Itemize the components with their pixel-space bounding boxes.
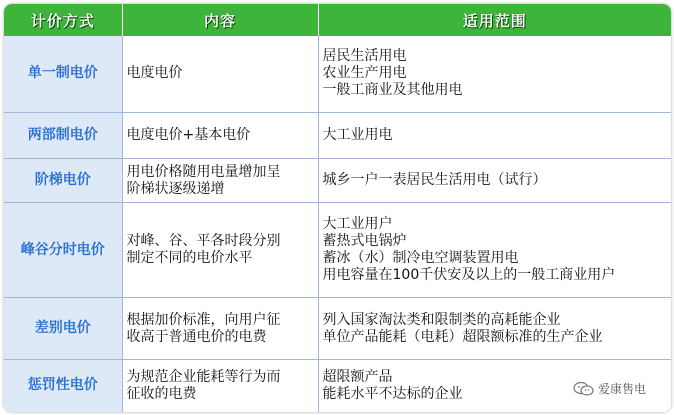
scope-line: 城乡一户一表居民生活用电（试行） — [322, 172, 547, 189]
content-line: 电度电价+基本电价 — [126, 126, 251, 143]
scope-line: 大工业用电 — [322, 126, 393, 143]
content-line: 收高于普通电价的电费 — [126, 328, 267, 345]
scope-line: 农业生产用电 — [322, 65, 407, 82]
content-cell — [122, 36, 318, 112]
scope-line: 蓄冰（水）制冷电空调装置用电 — [322, 250, 519, 267]
scope-cell — [318, 203, 671, 298]
content-line: 阶梯状逐级递增 — [126, 180, 225, 197]
content-cell — [122, 112, 318, 158]
table-row — [4, 203, 671, 298]
content-line: 用电价格随用电量增加呈 — [126, 163, 281, 180]
table-row — [4, 112, 671, 158]
content-cell — [122, 159, 318, 203]
scope-line: 一般工商业及其他用电 — [322, 82, 463, 99]
content-line: 为规范企业能耗等行为而 — [126, 368, 281, 385]
header-content: 内容 — [122, 4, 318, 36]
scope-cell — [318, 36, 671, 112]
content-line: 根据加价标准，向用户征 — [126, 311, 281, 328]
table-row — [4, 159, 671, 203]
table-row — [4, 36, 671, 112]
wechat-official-account-icon — [573, 381, 595, 397]
scope-line: 居民生活用电 — [322, 48, 407, 65]
content-line: 电度电价 — [126, 65, 183, 82]
watermark — [573, 380, 646, 397]
pricing-table-frame — [4, 4, 671, 412]
scope-line: 超限额产品 — [322, 368, 393, 385]
content-cell — [122, 359, 318, 412]
scope-line: 单位产品能耗（电耗）超限额标准的生产企业 — [322, 328, 603, 345]
content-cell — [122, 298, 318, 359]
scope-cell — [318, 159, 671, 203]
scope-line: 用电容量在100千伏安及以上的一般工商业用户 — [322, 267, 616, 284]
pricing-method-cell: 阶梯电价 — [4, 159, 122, 203]
scope-cell — [318, 298, 671, 359]
pricing-method-cell: 差别电价 — [4, 298, 122, 359]
content-line: 制定不同的电价水平 — [126, 250, 253, 267]
pricing-method-cell: 单一制电价 — [4, 36, 122, 112]
pricing-method-cell: 惩罚性电价 — [4, 359, 122, 412]
content-line: 征收的电费 — [126, 385, 197, 402]
content-line: 对峰、谷、平各时段分别 — [126, 233, 281, 250]
scope-cell — [318, 112, 671, 158]
scope-line: 能耗水平不达标的企业 — [322, 385, 463, 402]
header-scope: 适用范围 — [318, 4, 671, 36]
scope-line: 大工业用户 — [322, 216, 393, 233]
pricing-method-cell: 两部制电价 — [4, 112, 122, 158]
header-method: 计价方式 — [4, 4, 122, 36]
scope-line: 列入国家淘汰类和限制类的高耗能企业 — [322, 311, 561, 328]
content-cell — [122, 203, 318, 298]
header-row — [4, 4, 671, 36]
table-row — [4, 359, 671, 412]
watermark-text: 爱康售电 — [597, 382, 646, 396]
table-row — [4, 298, 671, 359]
pricing-method-cell: 峰谷分时电价 — [4, 203, 122, 298]
scope-line: 蓄热式电锅炉 — [322, 233, 407, 250]
pricing-table — [4, 4, 671, 412]
